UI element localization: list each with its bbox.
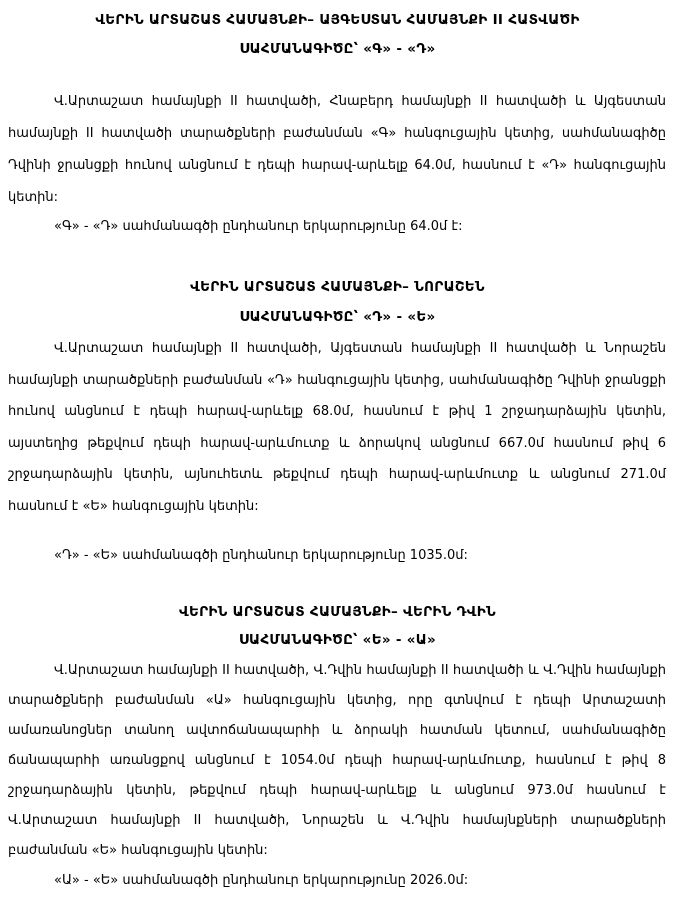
section-paragraph: Վ.Արտաշատ համայնքի II հատվածի, Հնաբերդ համայնքի II հատվածի և Այգեստան համայնքի II հատվածի տարածքների բաժանման «Գ» հանգուցային կետից, սահմանագիծը Դվինի ջրանցքի հունով անցնում է դեպի հարավ-արևելք 64.0մ, հասնում է «Դ» հանգուցային կետին: — [8, 94, 666, 205]
section-title: ՎԵՐԻՆ ԱՐՏԱՇԱՏ ՀԱՄԱՅՆՔԻ– ՆՈՐԱՇԵՆ — [190, 279, 485, 295]
section-total-length: «Ա» - «Ե» սահմանագծի ընդհանուր երկարությունը 2026.0մ: — [54, 873, 469, 888]
section-subtitle: ՍԱՀՄԱՆԱԳԻԾԸ՝ «Գ» - «Դ» — [239, 41, 436, 57]
section-title: ՎԵՐԻՆ ԱՐՏԱՇԱՏ ՀԱՄԱՅՆՔԻ– ՎԵՐԻՆ ԴՎԻՆ — [179, 604, 496, 620]
section-total-length: «Դ» - «Ե» սահմանագծի ընդհանուր երկարությունը 1035.0մ: — [54, 548, 468, 563]
section-total-length: «Գ» - «Դ» սահմանագծի ընդհանուր երկարությունը 64.0մ է: — [54, 219, 463, 234]
section-paragraph: Վ.Արտաշատ համայնքի II հատվածի, Վ.Դվին համայնքի II հատվածի և Վ.Դվին համայնքի տարածքների բաժանման «Ա» հանգուցային կետից, որը գտնվում է դեպի Արտաշատի ամառանոցներ տանող ավտոճանապարհի և ձորակի հատման կետում, սահմանագիծը ճանապարհի առանցքով անցնում է 1054.0մ դեպի հարավ-արևմուտք, հասնում է թիվ 8 շրջադարձային կետին, թեքվում դեպի հարավ-արևելք և անցնում 973.0մ հասնում է Վ.Արտաշատ համայնքի II հատվածի, Նորաշեն և Վ.Դվին համայնքների տարածքների բաժանման «Ե» հանգուցային կետին: — [8, 663, 666, 858]
section-subtitle: ՍԱՀՄԱՆԱԳԻԾԸ՝ «Դ» - «Ե» — [239, 309, 436, 325]
section-title: ՎԵՐԻՆ ԱՐՏԱՇԱՏ ՀԱՄԱՅՆՔԻ– ԱՅԳԵՍՏԱՆ ՀԱՄԱՅՆՔԻ II ՀԱՏՎԱԾԻ — [95, 12, 580, 28]
section-subtitle: ՍԱՀՄԱՆԱԳԻԾԸ՝ «Ե» - «Ա» — [238, 632, 437, 648]
section-paragraph: Վ.Արտաշատ համայնքի II հատվածի, Այգեստան համայնքի II հատվածի և Նորաշեն համայնքի տարածքների բաժանման «Դ» հանգուցային կետից, սահմանագիծը Դվինի ջրանցքի հունով անցնում է դեպի հարավ-արևելք 68.0մ, հասնում է թիվ 1 շրջադարձային կետին, այստեղից թեքվում դեպի հարավ-արևմուտք և ձորակով անցնում 667.0մ հասնում թիվ 6 շրջադարձային կետին, այնուհետև թեքվում դեպի հարավ-արևմուտք և անցնում 271.0մ հասնում է «Ե» հանգուցային կետին: — [8, 341, 666, 514]
